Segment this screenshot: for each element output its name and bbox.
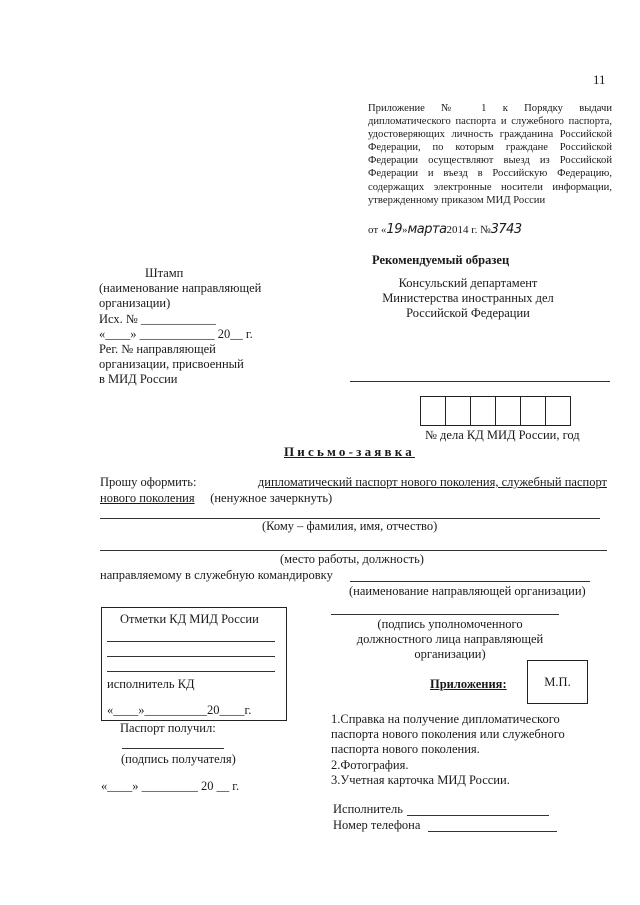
workplace-caption: (место работы, должность) — [280, 552, 424, 566]
org-name-caption: (наименование направляющей организации) — [349, 584, 586, 598]
recipient-line: Министерства иностранных дел — [382, 291, 554, 305]
kd-marks-line[interactable] — [107, 671, 275, 672]
page-number: 11 — [593, 72, 606, 87]
kd-executor-label: исполнитель КД — [107, 677, 195, 691]
case-number-cell[interactable] — [470, 396, 496, 426]
case-number-cells — [421, 396, 571, 426]
received-date: «____» _________ 20 __ г. — [101, 779, 240, 793]
attachments-label: Приложения: — [430, 677, 507, 691]
stamp-block — [99, 266, 261, 388]
request-prefix: Прошу оформить: — [100, 475, 197, 489]
recommended-sample-label: Рекомендуемый образец — [372, 253, 510, 267]
order-sep: » — [401, 224, 408, 236]
seal-box — [527, 660, 588, 704]
phone-line[interactable] — [428, 831, 557, 832]
recipient-signature-line[interactable] — [122, 748, 224, 749]
case-number-cell[interactable] — [545, 396, 571, 426]
workplace-line[interactable] — [100, 550, 607, 551]
recipient-line: Консульский департамент — [398, 276, 538, 290]
order-prefix: от « — [368, 224, 387, 236]
kd-marks-line[interactable] — [107, 656, 275, 657]
order-line — [368, 222, 522, 237]
business-trip-label: направляемому в служебную командировку — [100, 568, 333, 582]
executor-label: Исполнитель — [333, 802, 403, 816]
request-line-1 — [100, 475, 607, 490]
authorized-signature-line[interactable] — [331, 614, 559, 615]
request-note: (ненужное зачеркнуть) — [210, 491, 333, 505]
request-line-2 — [100, 491, 332, 506]
recipient-line: Российской Федерации — [406, 306, 530, 320]
form-title: Письмо-заявка — [284, 444, 415, 459]
kd-date: «____»__________20____г. — [107, 703, 252, 717]
attachment-item: 2.Фотография. — [331, 757, 409, 772]
stamp-title: Штамп — [145, 266, 184, 280]
kd-marks-line[interactable] — [107, 641, 275, 642]
case-number-cell[interactable] — [420, 396, 446, 426]
appendix-text: Приложение № 1 к Порядку выдачи дипломатического паспорта и служебного паспорта, удостоверяющих личность гражданина Российской Федерации, по которым граждане Российской Федерации осуществляют выезд из Российской Федерации и въезд в Российскую Федерацию, содержащих электронные носители информации, утвержденному приказом МИД России — [368, 103, 612, 206]
authorized-signature-text: организации) — [414, 647, 486, 661]
stamp-line: организации, присвоенный — [99, 357, 244, 372]
order-month: марта — [407, 222, 447, 237]
attachment-item: 3.Учетная карточка МИД России. — [331, 772, 510, 787]
order-year: 2014 г. — [446, 224, 478, 236]
recipient-signature-caption: (подпись получателя) — [121, 752, 236, 766]
case-number-caption: № дела КД МИД России, год — [425, 428, 580, 442]
org-name-line[interactable] — [350, 581, 590, 582]
outgoing-number: Исх. № ____________ — [99, 311, 216, 326]
case-number-cell[interactable] — [445, 396, 471, 426]
attachment-item: паспорта нового поколения. — [331, 742, 480, 757]
stamp-date: «____» ____________ 20__ г. — [99, 326, 253, 341]
authorized-signature-text: (подпись уполномоченного — [377, 617, 523, 631]
request-passport-type-2: нового поколения — [100, 491, 195, 505]
order-number: 3743 — [490, 222, 522, 237]
order-number-label: № — [480, 224, 491, 236]
case-number-cell[interactable] — [520, 396, 546, 426]
stamp-line: Рег. № направляющей — [99, 342, 216, 357]
attachment-item: 1.Справка на получение дипломатического — [331, 712, 560, 726]
kd-marks-title: Отметки КД МИД России — [120, 612, 259, 626]
phone-label: Номер телефона — [333, 818, 421, 832]
order-day: 19 — [386, 222, 402, 237]
authorized-signature-text: должностного лица направляющей — [356, 632, 544, 646]
fio-caption: (Кому – фамилия, имя, отчество) — [262, 519, 438, 533]
passport-received-label: Паспорт получил: — [120, 721, 216, 735]
recipient-block — [368, 276, 568, 321]
case-number-cell[interactable] — [495, 396, 521, 426]
attachments-list — [331, 712, 601, 788]
seal-label: М.П. — [544, 674, 571, 689]
stamp-line: в МИД России — [99, 372, 178, 387]
executor-line[interactable] — [407, 815, 549, 816]
registration-line — [350, 381, 610, 382]
attachment-item: паспорта нового поколения или служебного — [331, 727, 565, 742]
authorized-signature-caption — [340, 617, 560, 662]
stamp-line: организации) — [99, 296, 171, 311]
stamp-line: (наименование направляющей — [99, 281, 262, 296]
request-passport-types: дипломатический паспорт нового поколения, служебный паспорт — [257, 475, 607, 489]
